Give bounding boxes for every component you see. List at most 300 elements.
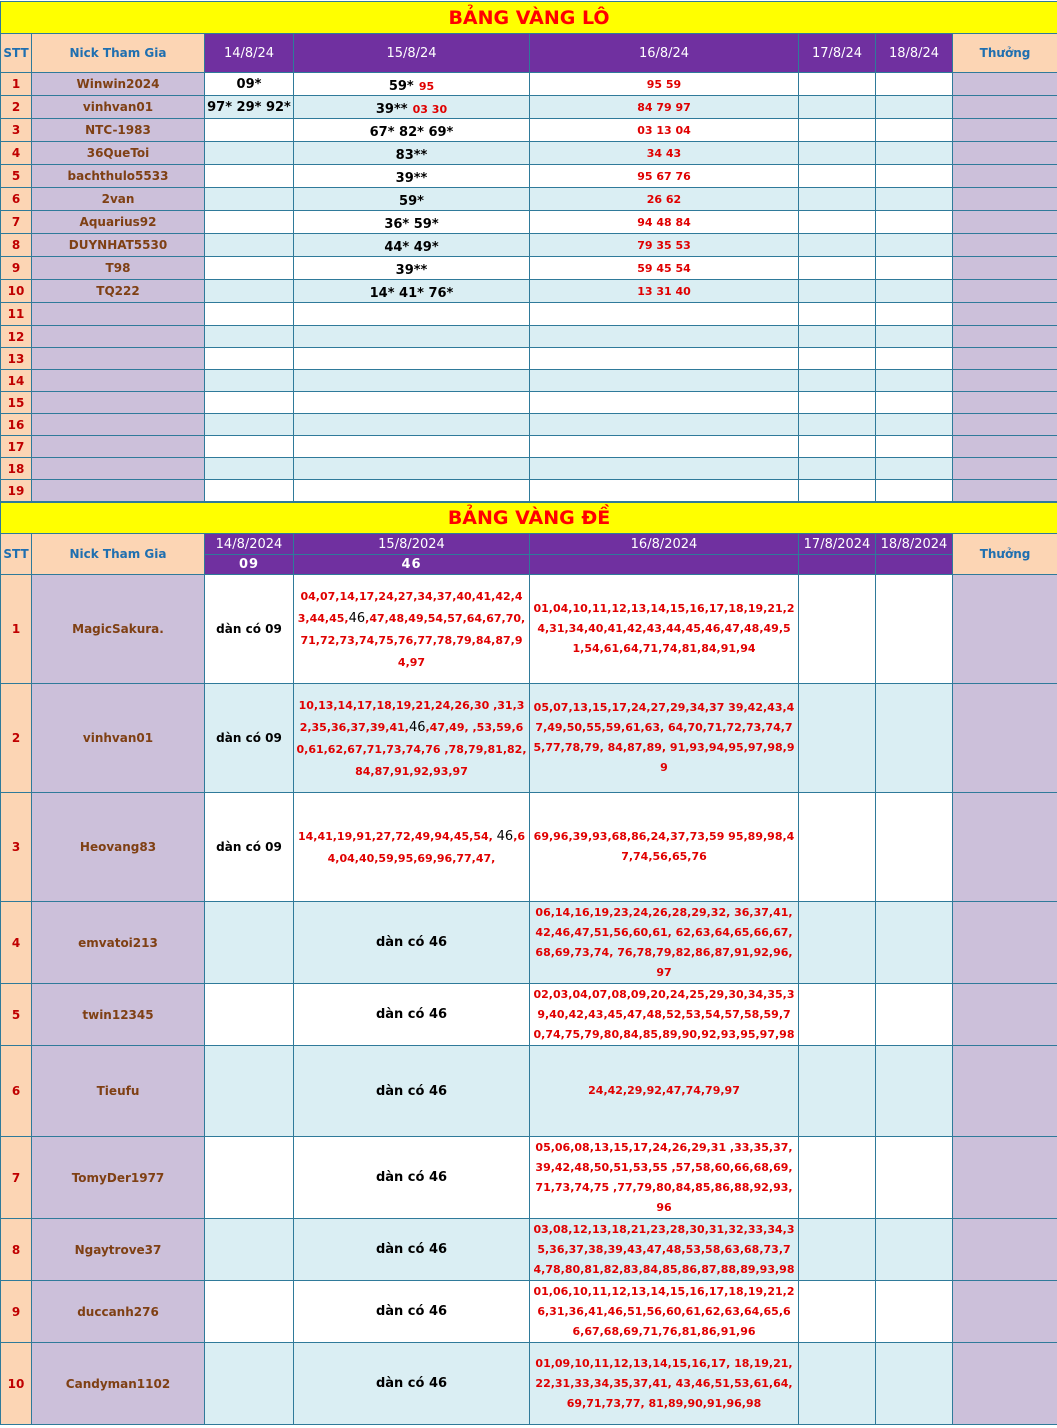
lo-row-date-5: [876, 392, 953, 414]
lo-row-date-5: [876, 280, 953, 303]
de-table: [0, 502, 1057, 1425]
de-row-date-2: [294, 684, 530, 793]
lo-row-stt: 12: [1, 326, 32, 348]
de-row-reward: [953, 902, 1057, 984]
lo-row-nick: [32, 436, 205, 458]
de-row-date-5: [876, 575, 953, 684]
de-row-date-4: [799, 1281, 876, 1343]
lo-row-date-2-main: 14* 41* 76*: [369, 285, 454, 301]
lo-row-date-5: [876, 142, 953, 165]
de-header-date-3: 16/8/2024: [530, 534, 799, 555]
lo-row-date-5: [876, 165, 953, 188]
lo-row-date-1: [205, 280, 294, 303]
lo-row-nick: Winwin2024: [32, 73, 205, 96]
lo-table-row: [1, 326, 1057, 348]
de-row-date-5: [876, 1046, 953, 1137]
de-row-date-5: [876, 1343, 953, 1425]
de-row-reward: [953, 793, 1057, 902]
lo-row-date-2: [294, 142, 530, 165]
lo-row-date-1: [205, 480, 294, 502]
lo-row-reward: [953, 234, 1057, 257]
lo-row-date-4: [799, 348, 876, 370]
lo-row-date-1: 97* 29* 92*: [205, 96, 294, 119]
de-row-date-2: dàn có 46: [294, 1281, 530, 1343]
de-row-date-1: [205, 1281, 294, 1343]
de-row-date-4: [799, 1219, 876, 1281]
lo-table-row: [1, 303, 1057, 326]
de-row-date-1: [205, 902, 294, 984]
de-table-row: [1, 1281, 1057, 1343]
lo-row-reward: [953, 211, 1057, 234]
lo-row-nick: bachthulo5533: [32, 165, 205, 188]
de-header-date-5: 18/8/2024: [876, 534, 953, 555]
lo-row-date-5: [876, 257, 953, 280]
de-result-date-5: [876, 555, 953, 575]
lo-row-date-3: [530, 303, 799, 326]
lo-row-date-5: [876, 303, 953, 326]
de-row-reward: [953, 1219, 1057, 1281]
lo-row-date-4: [799, 257, 876, 280]
lo-row-date-5: [876, 73, 953, 96]
lo-row-date-3: 79 35 53: [530, 234, 799, 257]
lo-row-date-5: [876, 370, 953, 392]
de-row-date-4: [799, 793, 876, 902]
de-rows: [1, 575, 1057, 1425]
de-row-reward: [953, 1046, 1057, 1137]
lo-row-date-2-extra: 03 30: [412, 102, 448, 116]
lo-header-date-1: 14/8/24: [205, 34, 294, 73]
lo-row-date-3: [530, 436, 799, 458]
lo-row-date-1: [205, 211, 294, 234]
lo-row-date-3: 84 79 97: [530, 96, 799, 119]
de-row-date-1: [205, 984, 294, 1046]
lo-header-stt: STT: [1, 34, 32, 73]
lo-row-date-4: [799, 234, 876, 257]
lo-row-stt: 2: [1, 96, 32, 119]
lo-table: [0, 1, 1057, 502]
lo-header-date-3: 16/8/24: [530, 34, 799, 73]
de-row-date-2-part-a: 04,07,14,17,24,27,34,37,40,41,42,43,44,45,: [297, 590, 523, 625]
de-row-nick: duccanh276: [32, 1281, 205, 1343]
lo-table-row: [1, 458, 1057, 480]
lo-header-date-2: 15/8/24: [294, 34, 530, 73]
de-row-date-3: 01,06,10,11,12,13,14,15,16,17,18,19,21,26,31,36,41,46,51,56,60,61,62,63,64,65,66,67,68,69,71,76,81,86,91,96: [530, 1281, 799, 1343]
lo-row-nick: 36QueToi: [32, 142, 205, 165]
lo-row-nick: NTC-1983: [32, 119, 205, 142]
lo-row-date-5: [876, 348, 953, 370]
lo-row-date-4: [799, 211, 876, 234]
de-row-stt: 2: [1, 684, 32, 793]
de-row-date-3: 05,06,08,13,15,17,24,26,29,31 ,33,35,37,39,42,48,50,51,53,55 ,57,58,60,66,68,69,71,73,74,75 ,77,79,80,84,85,86,88,92,93,96: [530, 1137, 799, 1219]
lo-row-date-3: 26 62: [530, 188, 799, 211]
de-table-row: [1, 984, 1057, 1046]
lo-table-row: [1, 392, 1057, 414]
de-row-reward: [953, 1281, 1057, 1343]
lo-row-nick: T98: [32, 257, 205, 280]
lo-row-date-2-main: 39**: [395, 170, 428, 186]
lo-row-date-1: [205, 257, 294, 280]
lo-row-date-3: 34 43: [530, 142, 799, 165]
lo-table-row: [1, 211, 1057, 234]
lo-row-reward: [953, 392, 1057, 414]
lo-table-row: [1, 234, 1057, 257]
lo-row-date-5: [876, 119, 953, 142]
lo-row-stt: 17: [1, 436, 32, 458]
lo-row-date-3: 59 45 54: [530, 257, 799, 280]
lo-row-date-2: [294, 119, 530, 142]
de-row-nick: twin12345: [32, 984, 205, 1046]
de-row-date-5: [876, 684, 953, 793]
lo-row-date-4: [799, 480, 876, 502]
lo-row-date-5: [876, 458, 953, 480]
de-row-date-2: dàn có 46: [294, 1219, 530, 1281]
de-row-reward: [953, 1137, 1057, 1219]
lo-row-reward: [953, 370, 1057, 392]
de-row-date-3: 01,09,10,11,12,13,14,15,16,17, 18,19,21,22,31,33,34,35,37,41, 43,46,51,53,61,64,69,71,73,77, 81,89,90,91,96,98: [530, 1343, 799, 1425]
lo-row-stt: 1: [1, 73, 32, 96]
de-header-reward: Thưởng: [953, 534, 1057, 575]
de-row-date-2-part-b: ,47,49, ,53,59,60,61,62,67,71,73,74,76 ,78,79,81,82,84,87,91,92,93,97: [296, 721, 527, 778]
lo-row-date-3: 13 31 40: [530, 280, 799, 303]
de-row-date-3: 01,04,10,11,12,13,14,15,16,17,18,19,21,24,31,34,40,41,42,43,44,45,46,47,48,49,51,54,61,64,71,74,81,84,91,94: [530, 575, 799, 684]
lo-rows: [1, 73, 1057, 502]
lo-row-date-4: [799, 96, 876, 119]
lo-table-row: [1, 280, 1057, 303]
de-row-stt: 8: [1, 1219, 32, 1281]
de-row-stt: 9: [1, 1281, 32, 1343]
lo-row-date-1: [205, 119, 294, 142]
de-result-date-4: [799, 555, 876, 575]
lo-row-date-5: [876, 436, 953, 458]
lo-row-date-4: [799, 392, 876, 414]
lo-row-stt: 13: [1, 348, 32, 370]
de-row-date-1: dàn có 09: [205, 575, 294, 684]
lo-row-stt: 3: [1, 119, 32, 142]
de-row-date-5: [876, 1137, 953, 1219]
lo-row-date-2: [294, 348, 530, 370]
lo-row-nick: [32, 326, 205, 348]
lo-row-date-2: [294, 280, 530, 303]
lo-row-stt: 9: [1, 257, 32, 280]
lo-row-date-1: [205, 188, 294, 211]
de-table-row: [1, 902, 1057, 984]
lo-row-date-2-main: 67* 82* 69*: [369, 124, 454, 140]
de-row-date-2: dàn có 46: [294, 902, 530, 984]
lo-row-date-1: [205, 414, 294, 436]
de-header-stt: STT: [1, 534, 32, 575]
lo-row-reward: [953, 303, 1057, 326]
lo-row-reward: [953, 257, 1057, 280]
lo-row-date-3: 94 48 84: [530, 211, 799, 234]
de-row-date-2: dàn có 46: [294, 1343, 530, 1425]
lo-row-date-5: [876, 234, 953, 257]
lo-row-nick: [32, 414, 205, 436]
de-row-stt: 10: [1, 1343, 32, 1425]
de-row-date-5: [876, 1219, 953, 1281]
lo-row-date-2: [294, 257, 530, 280]
lo-row-stt: 7: [1, 211, 32, 234]
de-result-date-1: 09: [205, 555, 294, 575]
lo-row-date-3: 95 67 76: [530, 165, 799, 188]
lo-row-reward: [953, 414, 1057, 436]
de-row-date-5: [876, 902, 953, 984]
lo-row-date-4: [799, 414, 876, 436]
de-row-date-2-highlight: 46: [408, 720, 426, 735]
de-row-stt: 5: [1, 984, 32, 1046]
lo-table-row: [1, 73, 1057, 96]
lo-table-row: [1, 436, 1057, 458]
lo-row-reward: [953, 119, 1057, 142]
de-row-date-1: [205, 1137, 294, 1219]
de-title: BẢNG VÀNG ĐỀ: [1, 503, 1057, 534]
de-row-stt: 1: [1, 575, 32, 684]
lo-row-date-4: [799, 326, 876, 348]
de-row-date-3: 02,03,04,07,08,09,20,24,25,29,30,34,35,39,40,42,43,45,47,48,52,53,54,57,58,59,70,74,75,79,80,84,85,89,90,92,93,95,97,98: [530, 984, 799, 1046]
lo-row-date-2: [294, 211, 530, 234]
lo-row-stt: 4: [1, 142, 32, 165]
lo-row-date-1: [205, 458, 294, 480]
lo-row-date-2: [294, 458, 530, 480]
lo-row-date-1: [205, 142, 294, 165]
de-row-date-2: dàn có 46: [294, 1137, 530, 1219]
lo-row-stt: 16: [1, 414, 32, 436]
de-table-row: [1, 1219, 1057, 1281]
de-row-date-1: [205, 1343, 294, 1425]
lo-row-date-2-main: 59*: [399, 193, 424, 209]
lo-row-reward: [953, 165, 1057, 188]
lo-row-nick: DUYNHAT5530: [32, 234, 205, 257]
de-row-date-2-highlight: 46: [496, 829, 514, 844]
de-row-date-3: 24,42,29,92,47,74,79,97: [530, 1046, 799, 1137]
lo-row-date-2: [294, 370, 530, 392]
de-row-stt: 4: [1, 902, 32, 984]
lo-row-date-2-extra: 95: [418, 79, 435, 93]
de-row-date-3: 69,96,39,93,68,86,24,37,73,59 95,89,98,47,74,56,65,76: [530, 793, 799, 902]
lo-row-date-5: [876, 414, 953, 436]
lo-row-date-4: [799, 303, 876, 326]
lo-table-row: [1, 257, 1057, 280]
lo-row-date-2: [294, 392, 530, 414]
lo-row-date-2: [294, 480, 530, 502]
lo-row-date-4: [799, 188, 876, 211]
de-table-row: [1, 575, 1057, 684]
de-row-date-4: [799, 1343, 876, 1425]
lo-header-nick: Nick Tham Gia: [32, 34, 205, 73]
lo-row-nick: [32, 480, 205, 502]
de-row-date-5: [876, 793, 953, 902]
lo-row-date-1: [205, 326, 294, 348]
lo-table-row: [1, 348, 1057, 370]
lo-row-date-1: [205, 348, 294, 370]
lo-row-nick: [32, 458, 205, 480]
de-header-date-2: 15/8/2024: [294, 534, 530, 555]
lo-row-stt: 11: [1, 303, 32, 326]
lo-row-date-3: 95 59: [530, 73, 799, 96]
lo-row-date-5: [876, 211, 953, 234]
de-row-nick: MagicSakura.: [32, 575, 205, 684]
lo-row-date-2: [294, 96, 530, 119]
lo-row-reward: [953, 280, 1057, 303]
lo-row-date-5: [876, 480, 953, 502]
lo-table-row: [1, 370, 1057, 392]
lo-row-date-2-main: 44* 49*: [384, 239, 439, 255]
de-row-date-2: [294, 575, 530, 684]
lo-row-date-3: [530, 326, 799, 348]
lo-row-stt: 14: [1, 370, 32, 392]
de-row-date-5: [876, 1281, 953, 1343]
lo-row-date-3: [530, 414, 799, 436]
lo-row-stt: 6: [1, 188, 32, 211]
de-row-date-4: [799, 984, 876, 1046]
de-row-date-4: [799, 902, 876, 984]
lo-table-row: [1, 480, 1057, 502]
lo-row-date-2: [294, 188, 530, 211]
lo-row-nick: Aquarius92: [32, 211, 205, 234]
lo-row-date-2: [294, 165, 530, 188]
lo-row-date-4: [799, 280, 876, 303]
de-header-date-4: 17/8/2024: [799, 534, 876, 555]
lo-row-date-2-main: 39**: [395, 262, 428, 278]
lo-row-date-2-main: 59*: [388, 78, 414, 94]
lo-row-reward: [953, 436, 1057, 458]
de-table-row: [1, 1343, 1057, 1425]
lo-row-nick: TQ222: [32, 280, 205, 303]
lo-row-date-3: 03 13 04: [530, 119, 799, 142]
de-header-nick: Nick Tham Gia: [32, 534, 205, 575]
lo-row-nick: vinhvan01: [32, 96, 205, 119]
lo-row-stt: 19: [1, 480, 32, 502]
lo-row-date-1: 09*: [205, 73, 294, 96]
lo-row-stt: 5: [1, 165, 32, 188]
lo-row-reward: [953, 188, 1057, 211]
lo-header-reward: Thưởng: [953, 34, 1057, 73]
de-row-date-2: dàn có 46: [294, 984, 530, 1046]
de-row-date-3: 03,08,12,13,18,21,23,28,30,31,32,33,34,35,36,37,38,39,43,47,48,53,58,63,68,73,74,78,80,81,82,83,84,85,86,87,88,89,93,98: [530, 1219, 799, 1281]
de-row-stt: 7: [1, 1137, 32, 1219]
lo-row-date-1: [205, 436, 294, 458]
lo-row-nick: 2van: [32, 188, 205, 211]
de-row-nick: TomyDer1977: [32, 1137, 205, 1219]
lo-table-row: [1, 165, 1057, 188]
de-row-nick: Tieufu: [32, 1046, 205, 1137]
lo-table-row: [1, 96, 1057, 119]
de-table-row: [1, 684, 1057, 793]
lo-row-date-5: [876, 96, 953, 119]
lo-table-row: [1, 142, 1057, 165]
lo-row-date-3: [530, 480, 799, 502]
lo-row-nick: [32, 370, 205, 392]
lo-row-nick: [32, 303, 205, 326]
lo-row-date-2: [294, 234, 530, 257]
lo-row-date-1: [205, 303, 294, 326]
lo-row-date-2: [294, 73, 530, 96]
lo-row-stt: 10: [1, 280, 32, 303]
de-row-date-4: [799, 575, 876, 684]
lo-row-date-2-main: 39**: [375, 101, 408, 117]
de-row-stt: 3: [1, 793, 32, 902]
de-row-nick: vinhvan01: [32, 684, 205, 793]
de-row-date-2-highlight: 46: [348, 611, 366, 626]
de-row-date-4: [799, 1137, 876, 1219]
de-table-row: [1, 793, 1057, 902]
lo-row-date-2: [294, 436, 530, 458]
lo-row-date-4: [799, 119, 876, 142]
lo-row-nick: [32, 392, 205, 414]
lo-row-date-3: [530, 392, 799, 414]
lo-row-reward: [953, 96, 1057, 119]
de-row-date-2-part-b: ,47,48,49,54,57,64,67,70,71,72,73,74,75,76,77,78,79,84,87,94,97: [300, 612, 526, 669]
lo-table-row: [1, 119, 1057, 142]
de-row-reward: [953, 575, 1057, 684]
lo-row-date-2: [294, 326, 530, 348]
de-row-date-2-part-b: ,64,04,40,59,95,69,96,77,47,: [327, 830, 526, 865]
lo-row-date-5: [876, 326, 953, 348]
lo-row-date-4: [799, 142, 876, 165]
de-row-nick: Heovang83: [32, 793, 205, 902]
lo-row-reward: [953, 480, 1057, 502]
de-table-row: [1, 1046, 1057, 1137]
lo-row-reward: [953, 326, 1057, 348]
lo-table-row: [1, 188, 1057, 211]
lo-row-reward: [953, 73, 1057, 96]
lo-row-date-1: [205, 234, 294, 257]
de-row-nick: emvatoi213: [32, 902, 205, 984]
lo-header-date-4: 17/8/24: [799, 34, 876, 73]
lo-row-reward: [953, 142, 1057, 165]
lo-row-date-1: [205, 165, 294, 188]
lo-row-date-2: [294, 414, 530, 436]
de-row-date-2-part-a: 10,13,14,17,18,19,21,24,26,30 ,31,32,35,36,37,39,41,: [298, 699, 525, 734]
lo-row-date-2: [294, 303, 530, 326]
lo-row-stt: 18: [1, 458, 32, 480]
lo-row-date-4: [799, 73, 876, 96]
de-row-date-4: [799, 1046, 876, 1137]
de-row-date-1: [205, 1219, 294, 1281]
de-row-reward: [953, 1343, 1057, 1425]
lo-row-date-4: [799, 458, 876, 480]
lo-row-nick: [32, 348, 205, 370]
lo-title: BẢNG VÀNG LÔ: [1, 2, 1057, 34]
de-row-reward: [953, 684, 1057, 793]
de-row-stt: 6: [1, 1046, 32, 1137]
lo-row-date-3: [530, 458, 799, 480]
de-row-date-3: 06,14,16,19,23,24,26,28,29,32, 36,37,41,42,46,47,51,56,60,61, 62,63,64,65,66,67,68,69,73,74, 76,78,79,82,86,87,91,92,96,97: [530, 902, 799, 984]
de-row-date-1: [205, 1046, 294, 1137]
lo-row-stt: 15: [1, 392, 32, 414]
de-row-date-2-part-a: 14,41,19,91,27,72,49,94,45,54,: [297, 830, 497, 843]
de-row-nick: Ngaytrove37: [32, 1219, 205, 1281]
lo-row-date-1: [205, 392, 294, 414]
de-row-reward: [953, 984, 1057, 1046]
de-row-nick: Candyman1102: [32, 1343, 205, 1425]
de-row-date-3: 05,07,13,15,17,24,27,29,34,37 39,42,43,47,49,50,55,59,61,63, 64,70,71,72,73,74,75,77,78,79, 84,87,89, 91,93,94,95,97,98,99: [530, 684, 799, 793]
lo-header-date-5: 18/8/24: [876, 34, 953, 73]
de-row-date-1: dàn có 09: [205, 793, 294, 902]
de-row-date-2: dàn có 46: [294, 1046, 530, 1137]
de-header-date-1: 14/8/2024: [205, 534, 294, 555]
de-row-date-4: [799, 684, 876, 793]
lo-row-date-4: [799, 370, 876, 392]
lo-row-date-4: [799, 165, 876, 188]
lo-row-date-2-main: 83**: [395, 147, 428, 163]
lo-row-date-4: [799, 436, 876, 458]
lo-row-date-5: [876, 188, 953, 211]
de-row-date-2: [294, 793, 530, 902]
lo-row-date-3: [530, 370, 799, 392]
lo-table-row: [1, 414, 1057, 436]
de-row-date-5: [876, 984, 953, 1046]
de-row-date-1: dàn có 09: [205, 684, 294, 793]
